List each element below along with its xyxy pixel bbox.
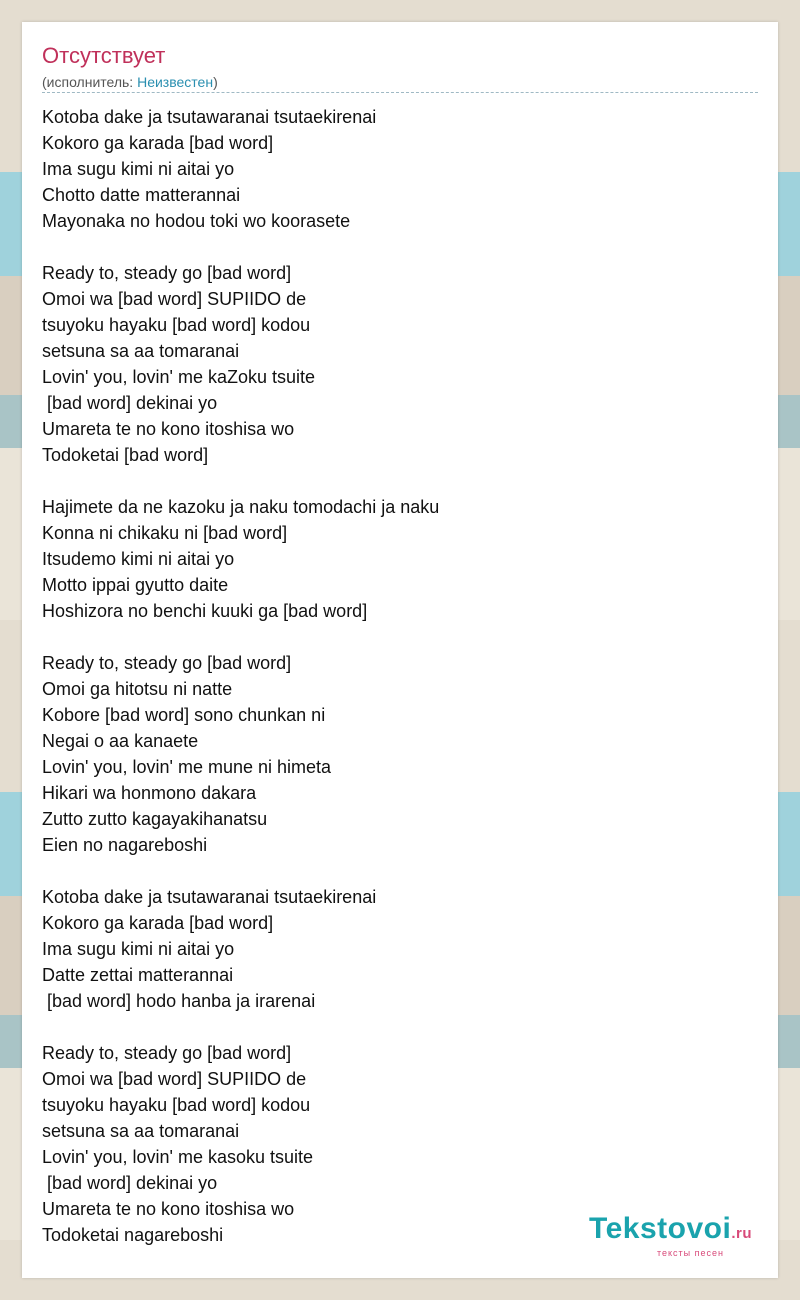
lyric-line: Lovin' you, lovin' me kasoku tsuite [42, 1147, 314, 1167]
lyric-line: Todoketai [bad word] [42, 445, 209, 465]
lyric-line: Hikari wa honmono dakara [42, 783, 257, 803]
lyric-line: Mayonaka no hodou toki wo koorasete [42, 211, 351, 231]
lyric-line: [bad word] hodo hanba ja irarenai [42, 991, 316, 1011]
logo-tld: .ru [731, 1225, 752, 1242]
lyric-line: Kotoba dake ja tsutawaranai tsutaekirenai [42, 887, 377, 907]
lyric-line [42, 858, 758, 884]
lyrics-card [22, 22, 778, 1278]
artist-link[interactable]: Неизвестен [137, 74, 214, 90]
song-title: Отсутствует [42, 43, 166, 68]
lyric-line: Hajimete da ne kazoku ja naku tomodachi ja naku [42, 497, 440, 517]
lyric-line: tsuyoku hayaku [bad word] kodou [42, 1095, 311, 1115]
lyric-line: Chotto datte matterannai [42, 185, 241, 205]
lyric-line: Ima sugu kimi ni aitai yo [42, 159, 235, 179]
lyric-line: Datte zettai matterannai [42, 965, 234, 985]
title-divider [42, 92, 758, 93]
lyric-line: Negai o aa kanaete [42, 731, 199, 751]
lyrics-text [42, 104, 758, 1248]
lyric-line: Kokoro ga karada [bad word] [42, 913, 274, 933]
lyric-line [42, 1014, 758, 1040]
lyric-line: Lovin' you, lovin' me kaZoku tsuite [42, 367, 316, 387]
lyric-line: [bad word] dekinai yo [42, 1173, 218, 1193]
lyric-line: Eien no nagareboshi [42, 835, 208, 855]
lyric-line: Lovin' you, lovin' me mune ni himeta [42, 757, 332, 777]
artist-prefix: (исполнитель: [42, 74, 138, 90]
lyric-line: Ready to, steady go [bad word] [42, 653, 292, 673]
lyric-line: Zutto zutto kagayakihanatsu [42, 809, 268, 829]
logo-tagline: тексты песен [656, 1248, 724, 1258]
lyric-line: Omoi ga hitotsu ni natte [42, 679, 233, 699]
lyric-line: Ready to, steady go [bad word] [42, 1043, 292, 1063]
logo-wordmark [589, 1213, 752, 1250]
lyric-line: setsuna sa aa tomaranai [42, 1121, 240, 1141]
lyric-line: Kobore [bad word] sono chunkan ni [42, 705, 326, 725]
lyric-line: Konna ni chikaku ni [bad word] [42, 523, 288, 543]
lyric-line: [bad word] dekinai yo [42, 393, 218, 413]
lyric-line [42, 468, 758, 494]
site-logo[interactable] [589, 1213, 752, 1258]
lyric-line: Ready to, steady go [bad word] [42, 263, 292, 283]
lyric-line: tsuyoku hayaku [bad word] kodou [42, 315, 311, 335]
logo-main-text: Tekstovoi [589, 1212, 732, 1245]
lyric-line [42, 234, 758, 260]
lyric-line: setsuna sa aa tomaranai [42, 341, 240, 361]
lyric-line: Omoi wa [bad word] SUPIIDO de [42, 1069, 307, 1089]
artist-suffix: ) [213, 74, 218, 90]
lyric-line: Umareta te no kono itoshisa wo [42, 419, 295, 439]
lyric-line: Omoi wa [bad word] SUPIIDO de [42, 289, 307, 309]
lyric-line: Hoshizora no benchi kuuki ga [bad word] [42, 601, 368, 621]
lyric-line: Ima sugu kimi ni aitai yo [42, 939, 235, 959]
lyric-line: Itsudemo kimi ni aitai yo [42, 549, 235, 569]
lyric-line: Todoketai nagareboshi [42, 1225, 224, 1245]
lyric-line: Kokoro ga karada [bad word] [42, 133, 274, 153]
lyric-line: Umareta te no kono itoshisa wo [42, 1199, 295, 1219]
lyric-line: Kotoba dake ja tsutawaranai tsutaekirenai [42, 107, 377, 127]
lyric-line: Motto ippai gyutto daite [42, 575, 229, 595]
lyric-line [42, 624, 758, 650]
artist-line [42, 73, 218, 91]
